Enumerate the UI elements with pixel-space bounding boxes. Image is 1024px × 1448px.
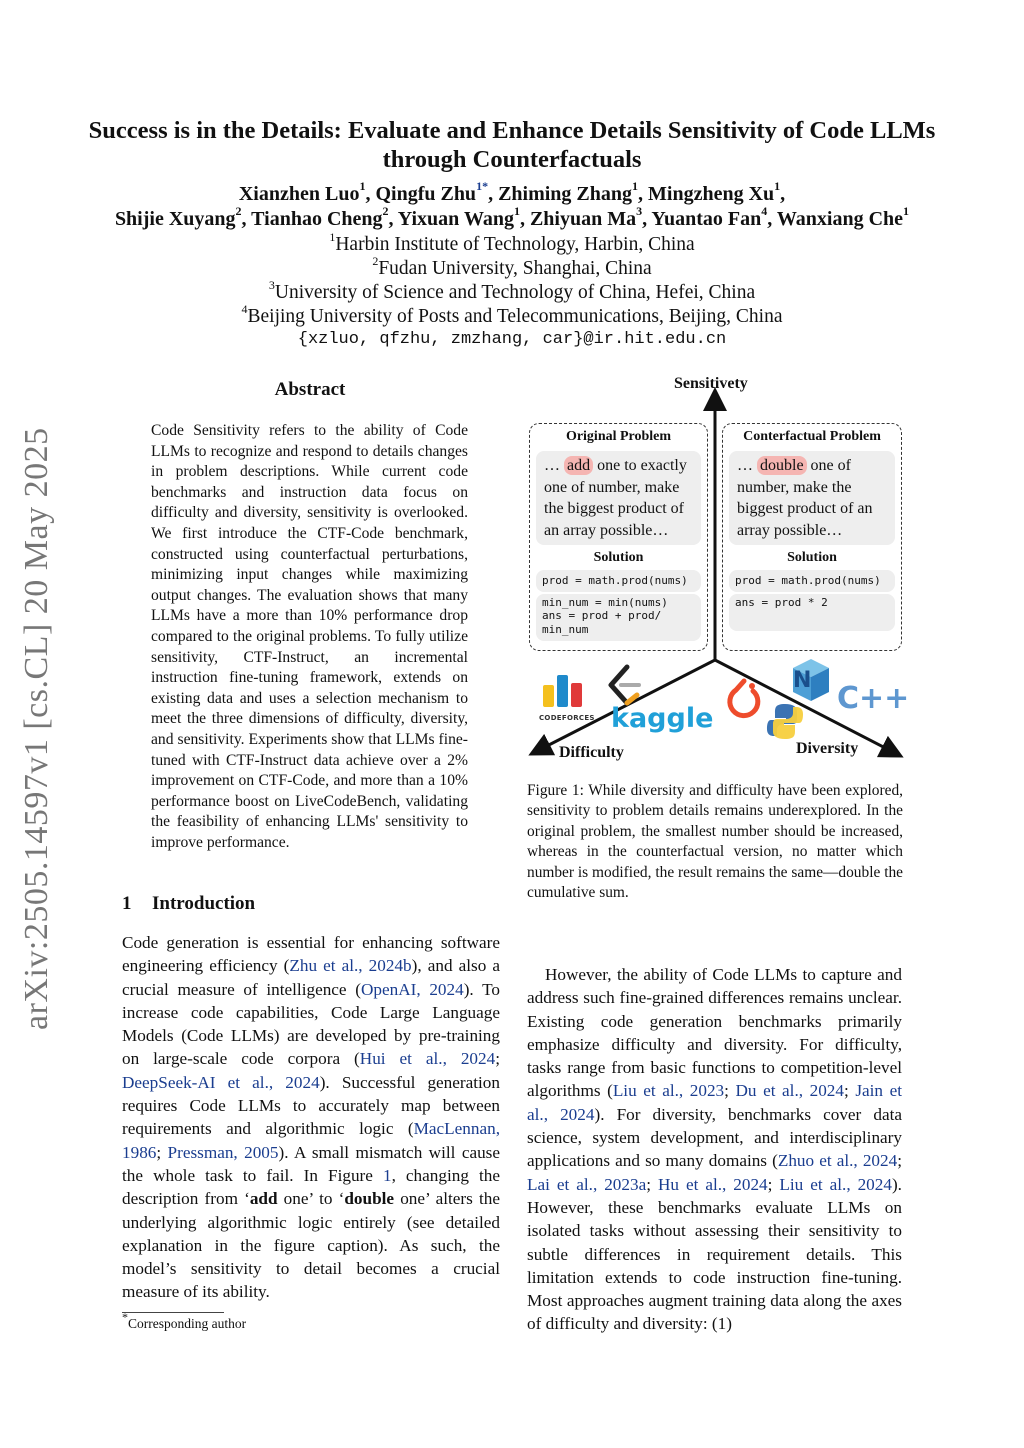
pytorch-icon: [723, 675, 765, 723]
author: Qingfu Zhu$^{1*}$: [375, 179, 489, 205]
counterfactual-solution-title: Solution: [787, 550, 837, 565]
original-problem-panel: [529, 423, 708, 651]
citation-link[interactable]: Hui et al., 2024: [359, 1049, 496, 1069]
counterfactual-code-block-2: ans = prod * 2: [729, 594, 895, 632]
author: Wanxiang Che$^1$: [776, 203, 910, 230]
author: Zhiming Zhang$^1$: [498, 179, 639, 205]
axis-label-sensitivity: Sensitivety: [674, 375, 748, 392]
highlight-double: double: [757, 456, 807, 475]
counterfactual-code-line-1: prod = math.prod(nums): [729, 570, 895, 592]
codeforces-logo: CODEFORCES: [539, 671, 595, 723]
original-code-block-2: min_num = min(nums) ans = prod + prod/ min_num: [536, 594, 701, 642]
contact-email[interactable]: {xzluo, qfzhu, zmzhang, car}@ir.hit.edu.cn: [297, 330, 727, 349]
author: Mingzheng Xu$^1$: [648, 179, 781, 205]
citation-link[interactable]: DeepSeek-AI et al., 2024: [122, 1072, 320, 1092]
citation-link[interactable]: Hu et al., 2024: [657, 1174, 768, 1194]
author: Shijie Xuyang$^2$: [114, 203, 242, 230]
citation-link[interactable]: Jain et al., 2024: [527, 1081, 902, 1124]
counterfactual-problem-text: … double one of number, make the biggest product of an array possible…: [729, 451, 895, 545]
affiliation: $^2$Fudan University, Shanghai, China: [372, 253, 652, 279]
footnote-rule: [122, 1312, 224, 1313]
abstract-heading: Abstract: [274, 379, 346, 400]
footnote: *Corresponding author: [122, 1309, 247, 1331]
right-column-paragraph: However, the ability of Code LLMs to capture and address such fine-grained differences remains unclear. Existing code generation benchmarks primarily emphasize difficulty and diversity. For difficulty, tasks range from basic functions to competition-level algorithms (Liu et al., 2023; Du et al., 2024; Jain et al., 2024). For diversity, benchmarks cover data science, system development, and interdisciplinary applications and so many domains (Zhuo et al., 2024; Lai et al., 2023a; Hu et al., 2024; Liu et al., 2024). However, these benchmarks evaluate LLMs on isolated tasks without assessing their sensitivity to subtle differences in requirement details. This limitation extends to code instruction fine-tuning. Most approaches augment training data along the axes of difficulty and diversity: (1): [527, 965, 902, 1334]
citation-link[interactable]: Liu et al., 2024: [779, 1174, 892, 1194]
author: Tianhao Cheng$^2$: [251, 203, 389, 230]
citation-link[interactable]: Liu et al., 2023: [612, 1081, 725, 1101]
cpp-logo: C++: [837, 681, 910, 716]
numpy-logo: N: [789, 657, 833, 703]
original-solution-title: Solution: [593, 550, 644, 565]
abstract-body: Code Sensitivity refers to the ability of Code LLMs to recognize and respond to details changes in problem descriptions. While current code benchmarks and instruction data focus on difficulty and diversity, sensitivity is overlooked. We first introduce the CTF-Code benchmark, constructed using counterfactual perturbations, minimizing input changes while maximizing output changes. The evaluation shows that many LLMs have a more than 10% performance drop compared to the original problems. To fully utilize sensitivity, CTF-Instruct, an incremental instruction fine-tuning framework, extends on existing data and uses a selection mechanism to meet the three dimensions of difficulty, diversity, and sensitivity. Experiments show that LLMs fine-tuned with CTF-Instruct data achieve over a 2% improvement on CTF-Code, and more than a 10% performance boost on LiveCodeBench, validating the feasibility of enhancing LLMs' sensitivity to improve performance.: [151, 422, 468, 851]
citation-link[interactable]: Zhuo et al., 2024: [777, 1151, 898, 1171]
author-list: Xianzhen Luo$^1$, Qingfu Zhu$^{1*}$, Zhiming Zhang$^1$, Mingzheng Xu$^1$, Shijie Xuyang$^2$, Tianhao Cheng$^2$, Yixuan Wang$^1$, Zhiyuan Ma$^3$, Yuantao Fan$^4$, Wanxiang Che$^1$: [114, 179, 910, 230]
intro-paragraph: Code generation is essential for enhancing software engineering efficiency (Zhu et al., 2024b), and also a crucial measure of intelligence (OpenAI, 2024). To increase code capabilities, Code Large Language Models (Code LLMs) are developed by pre-training on large-scale code corpora (Hui et al., 2024; DeepSeek-AI et al., 2024). Successful generation requires Code LLMs to accurately map between requirements and algorithmic logic (MacLennan, 1986; Pressman, 2005). A small mismatch will cause the whole task to fail. In Figure 1, changing the description from ‘add one’ to ‘double one’ alters the underlying algorithmic logic entirely (see detailed explanation in the figure caption). As such, the model’s sensitivity to detail becomes a crucial measure of its ability.: [122, 933, 501, 1302]
author: Yixuan Wang$^1$: [397, 203, 520, 230]
kaggle-logo: kaggle: [611, 703, 714, 734]
figure-caption: Figure 1: While diversity and difficulty have been explored, sensitivity to problem details remains underexplored. In the original problem, the smallest number should be increased, whereas in the counterfactual version, no matter which number is modified, the result remains the same—double the cumulative sum.: [527, 782, 903, 902]
axis-label-difficulty: Difficulty: [559, 744, 624, 761]
figure-1: [527, 375, 910, 770]
original-code-line-1: prod = math.prod(nums): [536, 570, 701, 592]
author: Zhiyuan Ma$^3$: [529, 203, 643, 230]
codeforces-bars-icon: [539, 671, 595, 709]
affiliations: [40, 229, 984, 329]
affiliation: $^4$Beijing University of Posts and Telecommunications, Beijing, China: [241, 301, 783, 327]
python-icon: [765, 701, 805, 741]
citation-link[interactable]: Zhu et al., 2024b: [289, 956, 412, 976]
author: Xianzhen Luo$^1$: [238, 179, 366, 205]
highlight-add: add: [564, 456, 593, 475]
affiliation: $^1$Harbin Institute of Technology, Harbin, China: [329, 229, 695, 255]
section-heading: 1 Introduction: [122, 893, 256, 914]
figure-ref-link[interactable]: 1: [382, 1165, 392, 1185]
affiliation: $^3$University of Science and Technology of China, Hefei, China: [268, 277, 756, 303]
counterfactual-problem-panel: [722, 423, 902, 651]
citation-link[interactable]: Du et al., 2024: [735, 1081, 844, 1101]
counterfactual-problem-title: Conterfactual Problem: [743, 429, 881, 444]
citation-link[interactable]: OpenAI, 2024: [360, 979, 464, 999]
citation-link[interactable]: Lai et al., 2023a: [527, 1174, 647, 1194]
original-problem-text: … add one to exactly one of number, make the biggest product of an array possible…: [536, 451, 701, 545]
citation-link[interactable]: Pressman, 2005: [167, 1142, 279, 1162]
arxiv-sidebar-stamp: arXiv:2505.14597v1 [cs.CL] 20 May 2025: [18, 427, 55, 1030]
author: Yuantao Fan$^4$: [651, 203, 768, 230]
paper-title: Success is in the Details: Evaluate and Enhance Details Sensitivity of Code LLMs through Counterfactuals: [88, 117, 936, 173]
original-problem-title: Original Problem: [565, 429, 672, 444]
citation-link[interactable]: MacLennan, 1986: [122, 1119, 500, 1162]
axis-label-diversity: Diversity: [796, 740, 859, 757]
